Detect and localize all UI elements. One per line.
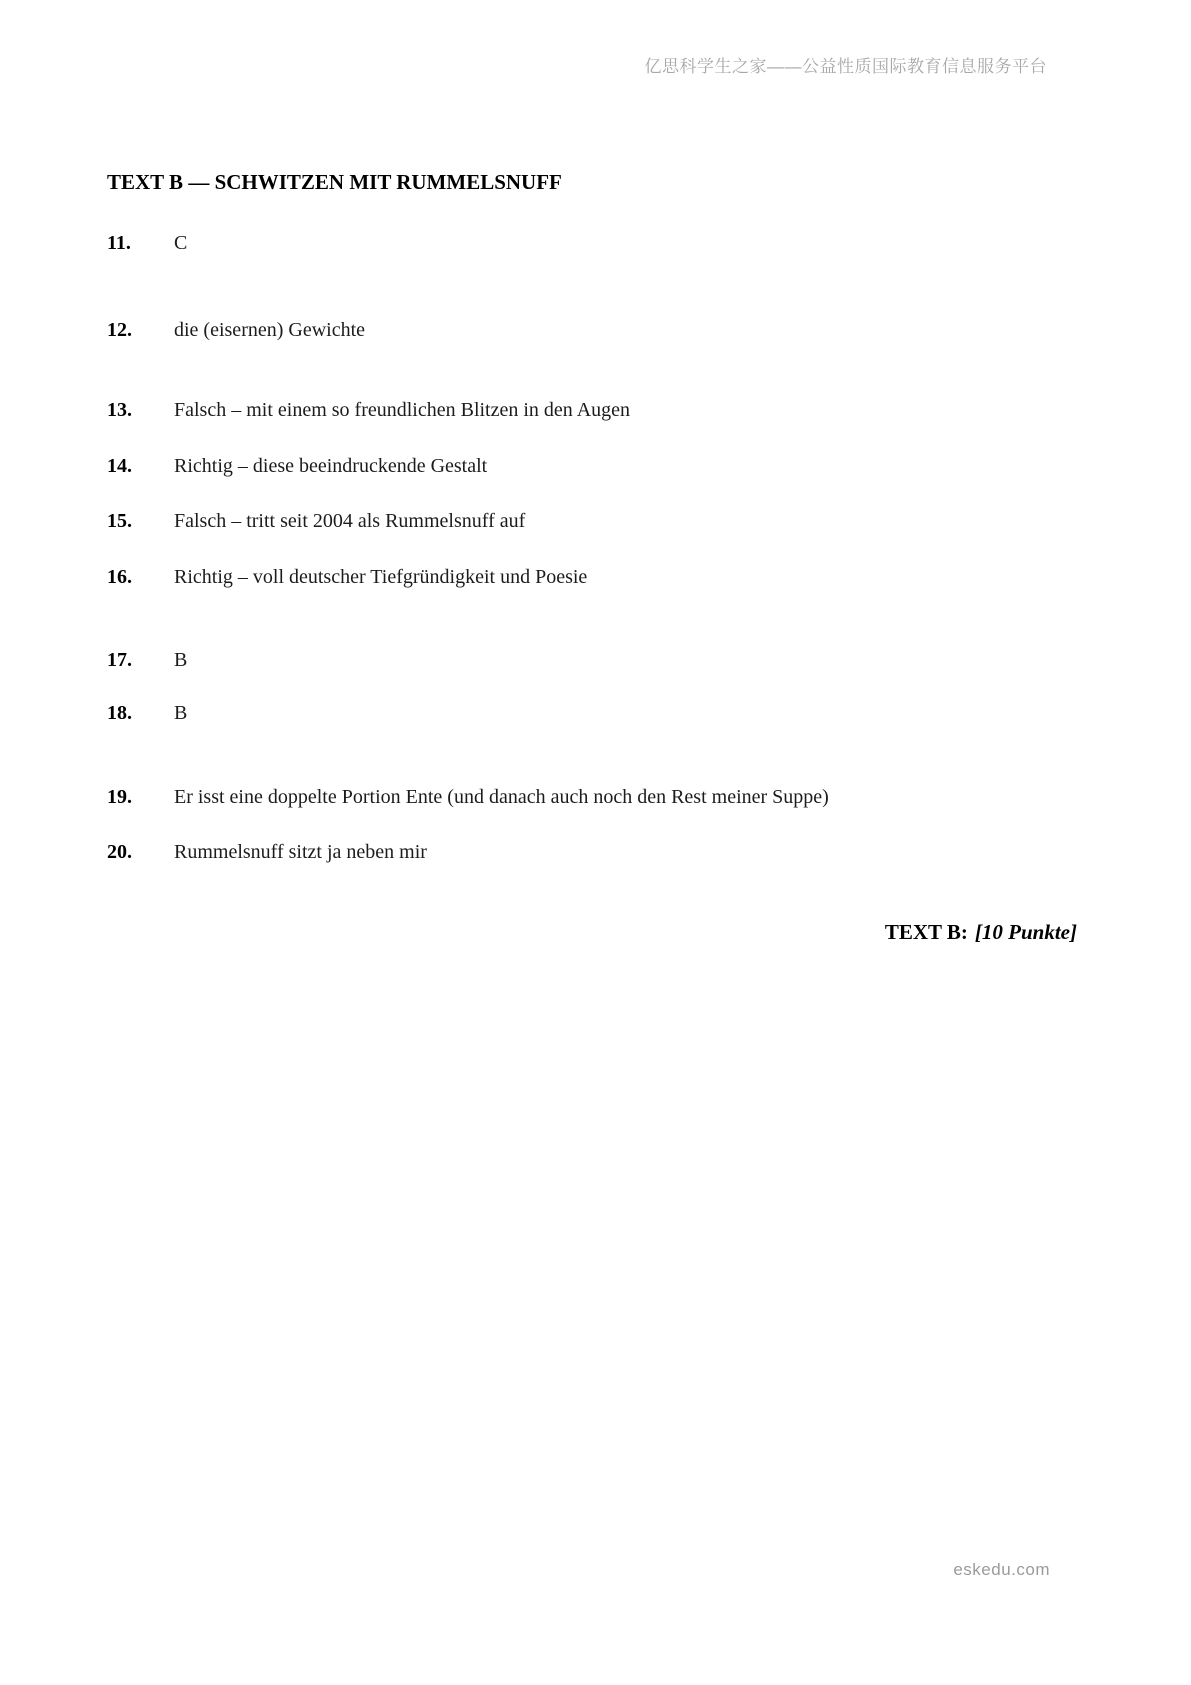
answer-text: B <box>174 702 188 724</box>
answer-row-20 <box>107 839 1087 865</box>
answer-row-12 <box>107 317 1087 343</box>
answer-row-19 <box>107 784 1087 810</box>
answer-row-16 <box>107 564 1087 590</box>
header-watermark: 亿思科学生之家——公益性质国际教育信息服务平台 <box>644 57 1047 76</box>
answer-number: 11. <box>107 232 131 254</box>
points-summary <box>885 920 1077 945</box>
answer-number: 12. <box>107 319 132 341</box>
answer-row-18 <box>107 700 1087 726</box>
answer-number: 14. <box>107 455 132 477</box>
answer-text: Richtig – voll deutscher Tiefgründigkeit und Poesie <box>174 566 588 588</box>
answer-text: die (eisernen) Gewichte <box>174 319 366 341</box>
answer-number: 13. <box>107 399 132 421</box>
answer-text: Er isst eine doppelte Portion Ente (und danach auch noch den Rest meiner Suppe) <box>174 786 829 808</box>
answer-text: Falsch – tritt seit 2004 als Rummelsnuff auf <box>174 510 526 532</box>
points-label: TEXT B: <box>884 920 968 944</box>
points-value: [10 Punkte] <box>974 920 1077 944</box>
answer-text: Rummelsnuff sitzt ja neben mir <box>174 841 427 863</box>
page-title: TEXT B — SCHWITZEN MIT RUMMELSNUFF <box>107 170 562 194</box>
answer-number: 16. <box>107 566 132 588</box>
answer-number: 20. <box>107 841 132 863</box>
answer-row-11 <box>107 230 1087 256</box>
footer-watermark: eskedu.com <box>953 1560 1050 1579</box>
answer-text: B <box>174 649 188 671</box>
answer-number: 19. <box>107 786 132 808</box>
answer-row-17 <box>107 647 1087 673</box>
answer-text: C <box>174 232 188 254</box>
answer-row-13 <box>107 397 1087 423</box>
answer-text: Richtig – diese beeindruckende Gestalt <box>174 455 488 477</box>
answer-number: 15. <box>107 510 132 532</box>
answer-text: Falsch – mit einem so freundlichen Blitzen in den Augen <box>174 399 631 421</box>
answer-row-15 <box>107 508 1087 534</box>
answer-number: 18. <box>107 702 132 724</box>
answer-row-14 <box>107 453 1087 479</box>
answer-number: 17. <box>107 649 132 671</box>
